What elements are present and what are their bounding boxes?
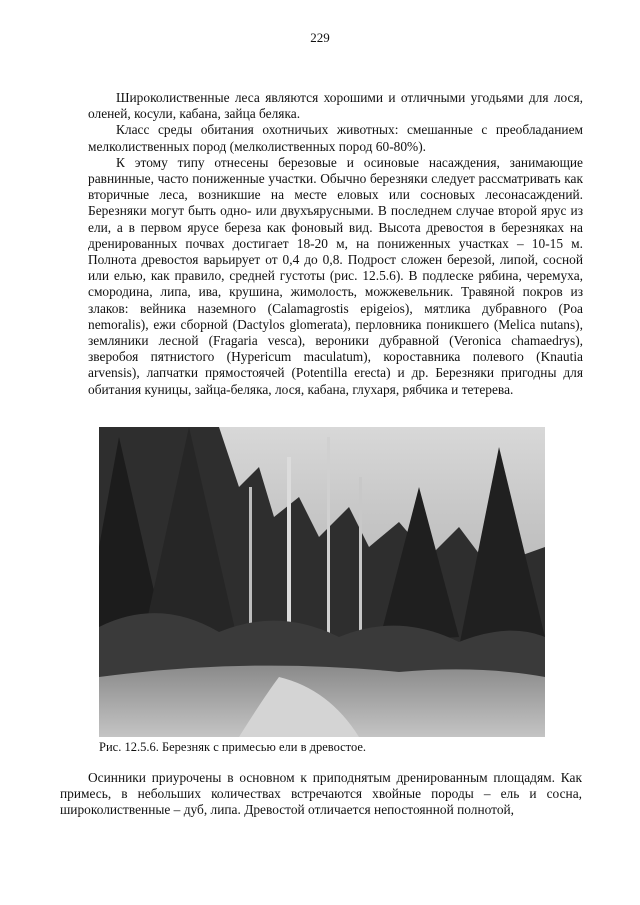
forest-photo — [99, 427, 545, 737]
paragraph-3: К этому типу отнесены березовые и осиновые насаждения, занимающие равнинные, часто пониженные участки. Обычно березняки следует рассматривать как вторичные леса, возникшие на месте еловых или сосновых лесонасаждений. Березняки могут быть одно- или двухъярусными. В последнем случае второй ярус из ели, а в первом ярусе береза как фоновый вид. Высота древостоя в березняках на дренированных почвах достигает 18-20 м, на пониженных участках – 10-15 м. Полнота древостоя варьирует от 0,4 до 0,8. Подрост сложен березой, липой, сосной или елью, как правило, средней густоты (рис. 12.5.6). В подлеске рябина, черемуха, смородина, липа, ива, крушина, жимолость, можжевельник. Травяной покров из злаков: вейника наземного (Calamagrostis epigeios), мятлика дубравного (Poa nemoralis), ежи сборной (Dactylos glomerata), перловника поникшего (Melica nutans), земляники лесной (Fragaria vesca), вероники дубравной (Veronica chamaedrys), зверобоя пятнистого (Hypericum maculatum), короставника полевого (Knautia arvensis), лапчатки прямостоячей (Potentilla erecta) и др. Березняки пригодны для обитания куницы, зайца-беляка, лося, кабана, глухаря, рябчика и тетерева. — [88, 154, 583, 397]
forest-photo-drawing — [99, 427, 545, 737]
page-number: 229 — [310, 30, 330, 45]
paragraph-2: Класс среды обитания охотничьих животных: смешанные с преобладанием мелколиственных пород (мелколиственных пород 60-80%). — [88, 122, 583, 154]
paragraph-1: Широколиственные леса являются хорошими и отличными угодьями для лося, оленей, косули, кабана, зайца беляка. — [88, 90, 583, 122]
body-text-bottom — [60, 770, 582, 819]
paragraph-4: Осинники приурочены в основном к приподнятым дренированным площадям. Как примесь, в небольших количествах встречаются хвойные породы – ель и сосна, широколиственные – дуб, липа. Древостой отличается непостоянной полнотой, — [60, 770, 582, 818]
figure-caption: Рис. 12.5.6. Березняк с примесью ели в древостое. — [99, 740, 367, 754]
body-text-top — [88, 90, 583, 398]
